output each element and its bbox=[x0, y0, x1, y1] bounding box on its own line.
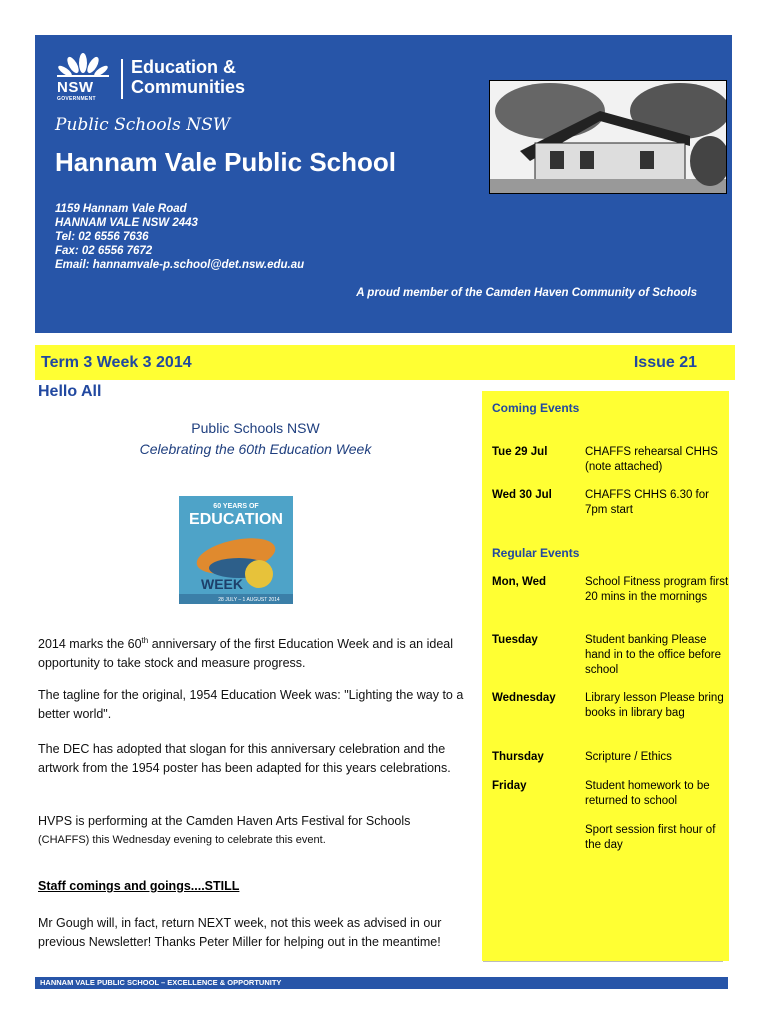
address-street: 1159 Hannam Vale Road bbox=[55, 203, 187, 215]
event-day: Wednesday bbox=[492, 692, 556, 704]
paragraph-tagline: The tagline for the original, 1954 Education Week was: "Lighting the way to a better world". bbox=[38, 688, 464, 721]
staff-heading: Staff comings and goings....STILL bbox=[38, 879, 240, 893]
event-day: Tue 29 Jul bbox=[492, 446, 548, 458]
poster-top-text: 60 YEARS OF bbox=[213, 503, 259, 510]
school-address bbox=[55, 202, 304, 272]
logo-divider bbox=[121, 59, 123, 99]
event-description: Student banking Please hand in to the office before school bbox=[585, 634, 721, 676]
celebration-line-1: Public Schools NSW bbox=[191, 420, 320, 436]
event-description: Scripture / Ethics bbox=[585, 751, 672, 763]
community-tagline: A proud member of the Camden Haven Community of Schools bbox=[356, 287, 697, 299]
event-description: CHAFFS rehearsal CHHS (note attached) bbox=[585, 446, 718, 473]
poster-main-text: EDUCATION bbox=[189, 511, 283, 528]
event-description: School Fitness program first 20 mins in the mornings bbox=[585, 576, 729, 603]
event-day: Tuesday bbox=[492, 634, 538, 646]
address-fax: Fax: 02 6556 7672 bbox=[55, 245, 153, 257]
public-schools-script-title: Public Schools NSW bbox=[55, 115, 231, 135]
poster-artwork bbox=[179, 496, 293, 604]
event-description: CHAFFS CHHS 6.30 for 7pm start bbox=[585, 489, 709, 516]
p1-superscript: th bbox=[141, 636, 149, 645]
header-banner bbox=[35, 35, 732, 333]
event-description: Library lesson Please bring books in library bag bbox=[585, 692, 724, 719]
poster-dates: 28 JULY – 1 AUGUST 2014 bbox=[218, 597, 280, 603]
issue-number: Issue 21 bbox=[633, 354, 697, 371]
celebration-heading bbox=[38, 418, 473, 460]
sidebar-bottom-rule bbox=[483, 961, 723, 962]
p4-line-a: HVPS is performing at the Camden Haven Arts Festival for Schools bbox=[38, 814, 411, 828]
event-day: Mon, Wed bbox=[492, 576, 547, 588]
term-strip bbox=[35, 345, 735, 380]
paragraph-dec-slogan: The DEC has adopted that slogan for this anniversary celebration and the artwork from the 1954 poster has been adapted for this years celebrations. bbox=[38, 742, 451, 775]
paragraph-anniversary bbox=[38, 631, 478, 673]
term-title: Term 3 Week 3 2014 bbox=[41, 354, 192, 371]
footer-bar: HANNAM VALE PUBLIC SCHOOL – EXCELLENCE & OPPORTUNITY bbox=[35, 977, 728, 989]
education-week-poster bbox=[179, 496, 293, 604]
p1-text-b: anniversary of the first Education Week and is an ideal opportunity to take stock and measure progress. bbox=[38, 637, 454, 671]
regular-events-heading: Regular Events bbox=[492, 546, 580, 560]
event-day: Thursday bbox=[492, 751, 544, 763]
p1-text-a: 2014 marks the 60 bbox=[38, 637, 142, 652]
events-sidebar bbox=[482, 391, 729, 961]
celebration-line-2: Celebrating the 60th Education Week bbox=[139, 441, 372, 457]
event-day: Wed 30 Jul bbox=[492, 489, 552, 501]
event-day: Friday bbox=[492, 780, 527, 792]
event-description: Sport session first hour of the day bbox=[585, 824, 716, 851]
logo-government-text: GOVERNMENT bbox=[57, 96, 96, 102]
logo-line-1: Education & bbox=[131, 57, 237, 77]
p4-line-b: (CHAFFS) this Wednesday evening to celebrate this event. bbox=[38, 834, 326, 846]
paragraph-chaffs bbox=[38, 812, 478, 850]
event-description: Student homework to be returned to school bbox=[585, 780, 710, 807]
logo-line-2: Communities bbox=[131, 77, 246, 97]
poster-week-text: WEEK bbox=[201, 576, 243, 592]
address-tel: Tel: 02 6556 7636 bbox=[55, 231, 149, 243]
address-email: Email: hannamvale-p.school@det.nsw.edu.au bbox=[55, 259, 305, 271]
logo-nsw-text: NSW bbox=[57, 79, 94, 96]
greeting: Hello All bbox=[38, 383, 102, 400]
school-building-drawing bbox=[490, 81, 726, 193]
coming-events-heading: Coming Events bbox=[492, 401, 580, 415]
paragraph-staff: Mr Gough will, in fact, return NEXT week, not this week as advised in our previous Newsletter! Thanks Peter Miller for helping out in the meantime! bbox=[38, 916, 442, 949]
nsw-education-logo bbox=[55, 49, 255, 109]
school-name: Hannam Vale Public School bbox=[55, 147, 396, 177]
address-town: HANNAM VALE NSW 2443 bbox=[55, 217, 198, 229]
school-building-photo bbox=[489, 80, 727, 194]
